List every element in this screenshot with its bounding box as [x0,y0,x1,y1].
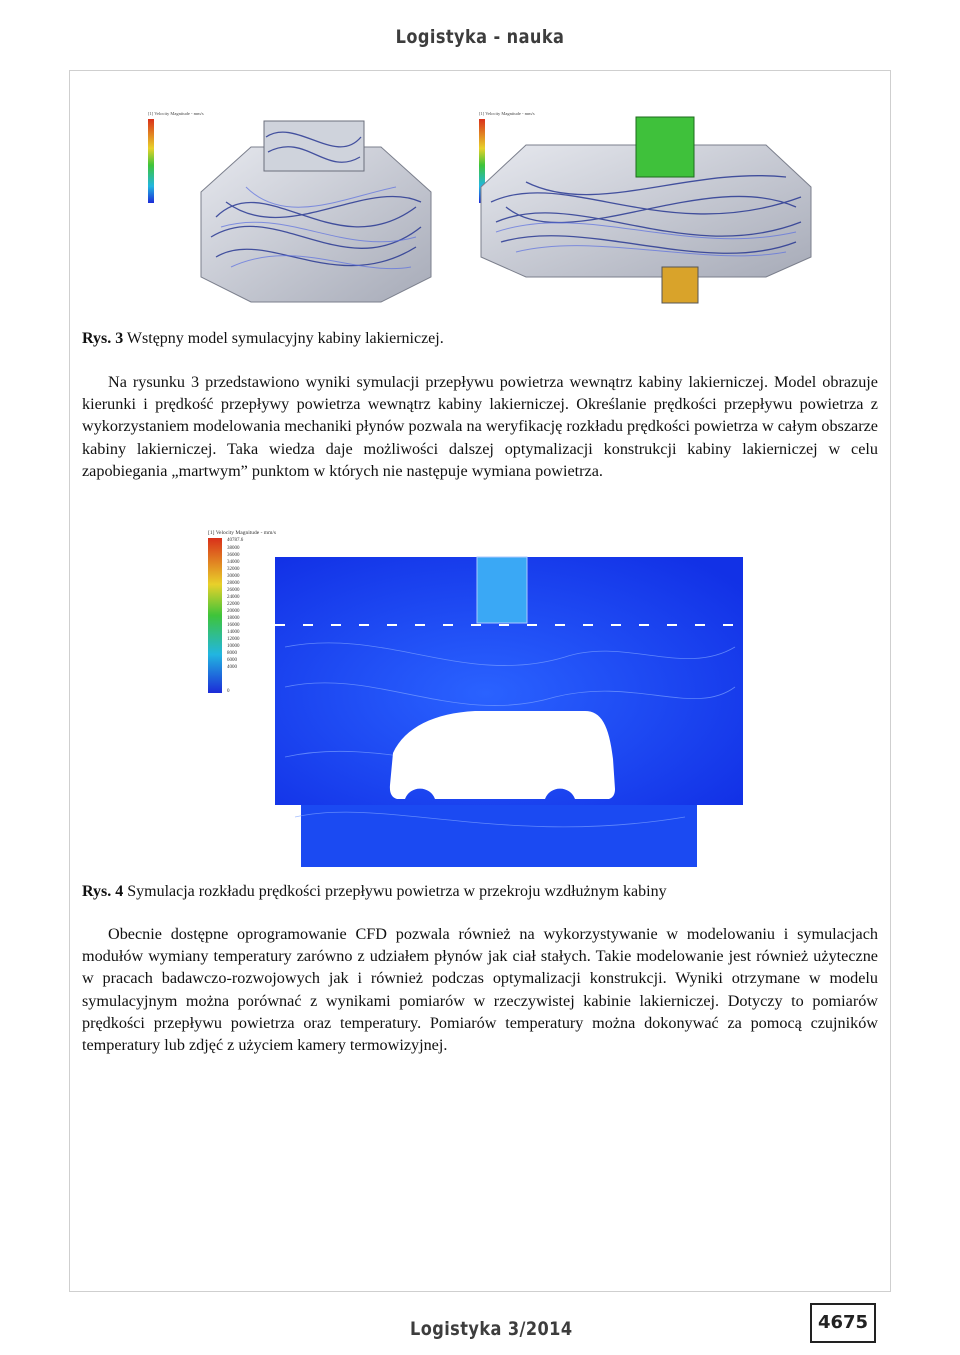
figure-4-flow-field [275,557,743,867]
figure-4-legend-tick: 36000 [227,553,240,558]
figure-4-legend-tick: 30000 [227,574,240,579]
figure-4-legend-tick: 0 [227,689,230,694]
figure-3-caption-text: Wstępny model symulacyjny kabiny lakierniczej. [123,330,444,347]
figure-4-legend-tick: 10000 [227,644,240,649]
figure-4-legend-tick: 12000 [227,637,240,642]
figure-4-legend-tick: 18000 [227,616,240,621]
figure-4-caption-text: Symulacja rozkładu prędkości przepływu powietrza w przekroju wzdłużnym kabiny [123,883,667,900]
figure-4-caption [82,883,667,901]
figure-3-legend-title-right: [1] Velocity Magnitude - mm/s [479,111,535,116]
figure-4-legend-tick: 24000 [227,595,240,600]
figure-4-caption-label: Rys. 4 [82,883,124,900]
paragraph-2 [82,923,878,1056]
figure-3-cfd-renders [146,107,814,307]
figure-4-legend-tick: 26000 [227,588,240,593]
footer-issue: Logistyka 3/2014 [410,1318,573,1340]
figure-4-legend-ticks [227,546,240,694]
figure-4-legend-tick: 14000 [227,630,240,635]
paragraph-1 [82,371,878,482]
figure-4-legend-tick: 32000 [227,567,240,572]
page-number: 4675 [817,1312,869,1333]
figure-4-legend-title: [1] Velocity Magnitude - mm/s [208,530,277,536]
figure-3-caption-label: Rys. 3 [82,330,124,347]
figure-4-legend-tick: 28000 [227,581,240,586]
figure-3-legend-title-left: [1] Velocity Magnitude - mm/s [148,111,204,116]
figure-3-right-model [481,117,811,303]
figure-3-left-model [201,121,431,302]
page-number-box [810,1303,876,1343]
paragraph-2-text: Obecnie dostępne oprogramowanie CFD pozwala również na wykorzystywanie w modelowaniu i symulacjach modułów wymiany temperatury zarówno z udziałem płynów jak ciał stałych. Takie modelowanie jest również użyteczne w pracach badawczo-rozwojowych jak i również podczas optymalizacji konstrukcji. Wyniki otrzymane w modelu symulacyjnym można porównać z wynikami pomiarów w rzeczywistej kabinie lakierniczej. Dotyczy to pomiarów prędkości przepływu powietrza oraz temperatury. Pomiarów temperatury można dokonywać za pomocą czujników temperatury lub zdjęć z użyciem kamery termowizyjnej. [82,925,878,1055]
journal-header: Logistyka - nauka [395,26,565,48]
figure-4-color-scale [208,538,222,693]
figure-4-car-silhouette [390,711,615,799]
figure-4-velocity-section [205,527,745,870]
figure-4-legend-tick: 4000 [227,665,237,670]
figure-4-legend-tick: 22000 [227,602,240,607]
figure-4-legend-max: 40787.6 [227,538,244,543]
figure-4-legend-tick: 34000 [227,560,240,565]
figure-3-color-scale-left [148,119,154,203]
figure-3-caption [82,330,444,348]
figure-4-legend-tick: 16000 [227,623,240,628]
figure-4-legend-tick: 20000 [227,609,240,614]
figure-4-legend-tick: 8000 [227,651,237,656]
figure-4-legend-tick: 6000 [227,658,237,663]
figure-4-legend-tick: 38000 [227,546,240,551]
paragraph-1-text: Na rysunku 3 przedstawiono wyniki symulacji przepływu powietrza wewnątrz kabiny lakierniczej. Model obrazuje kierunki i prędkość przepływy powietrza wewnątrz kabiny lakierniczej. Określanie prędkości przepływu powietrza z wykorzystaniem modelowania mechaniki płynów pozwala na weryfikację rozkładu prędkości powietrza w całym obszarze kabiny lakierniczej. Taka wiedza daje możliwości dalszej optymalizacji konstrukcji kabiny lakierniczej w celu zapobiegania „martwym” punktom w których nie następuje wymiana powietrza. [82,373,878,480]
